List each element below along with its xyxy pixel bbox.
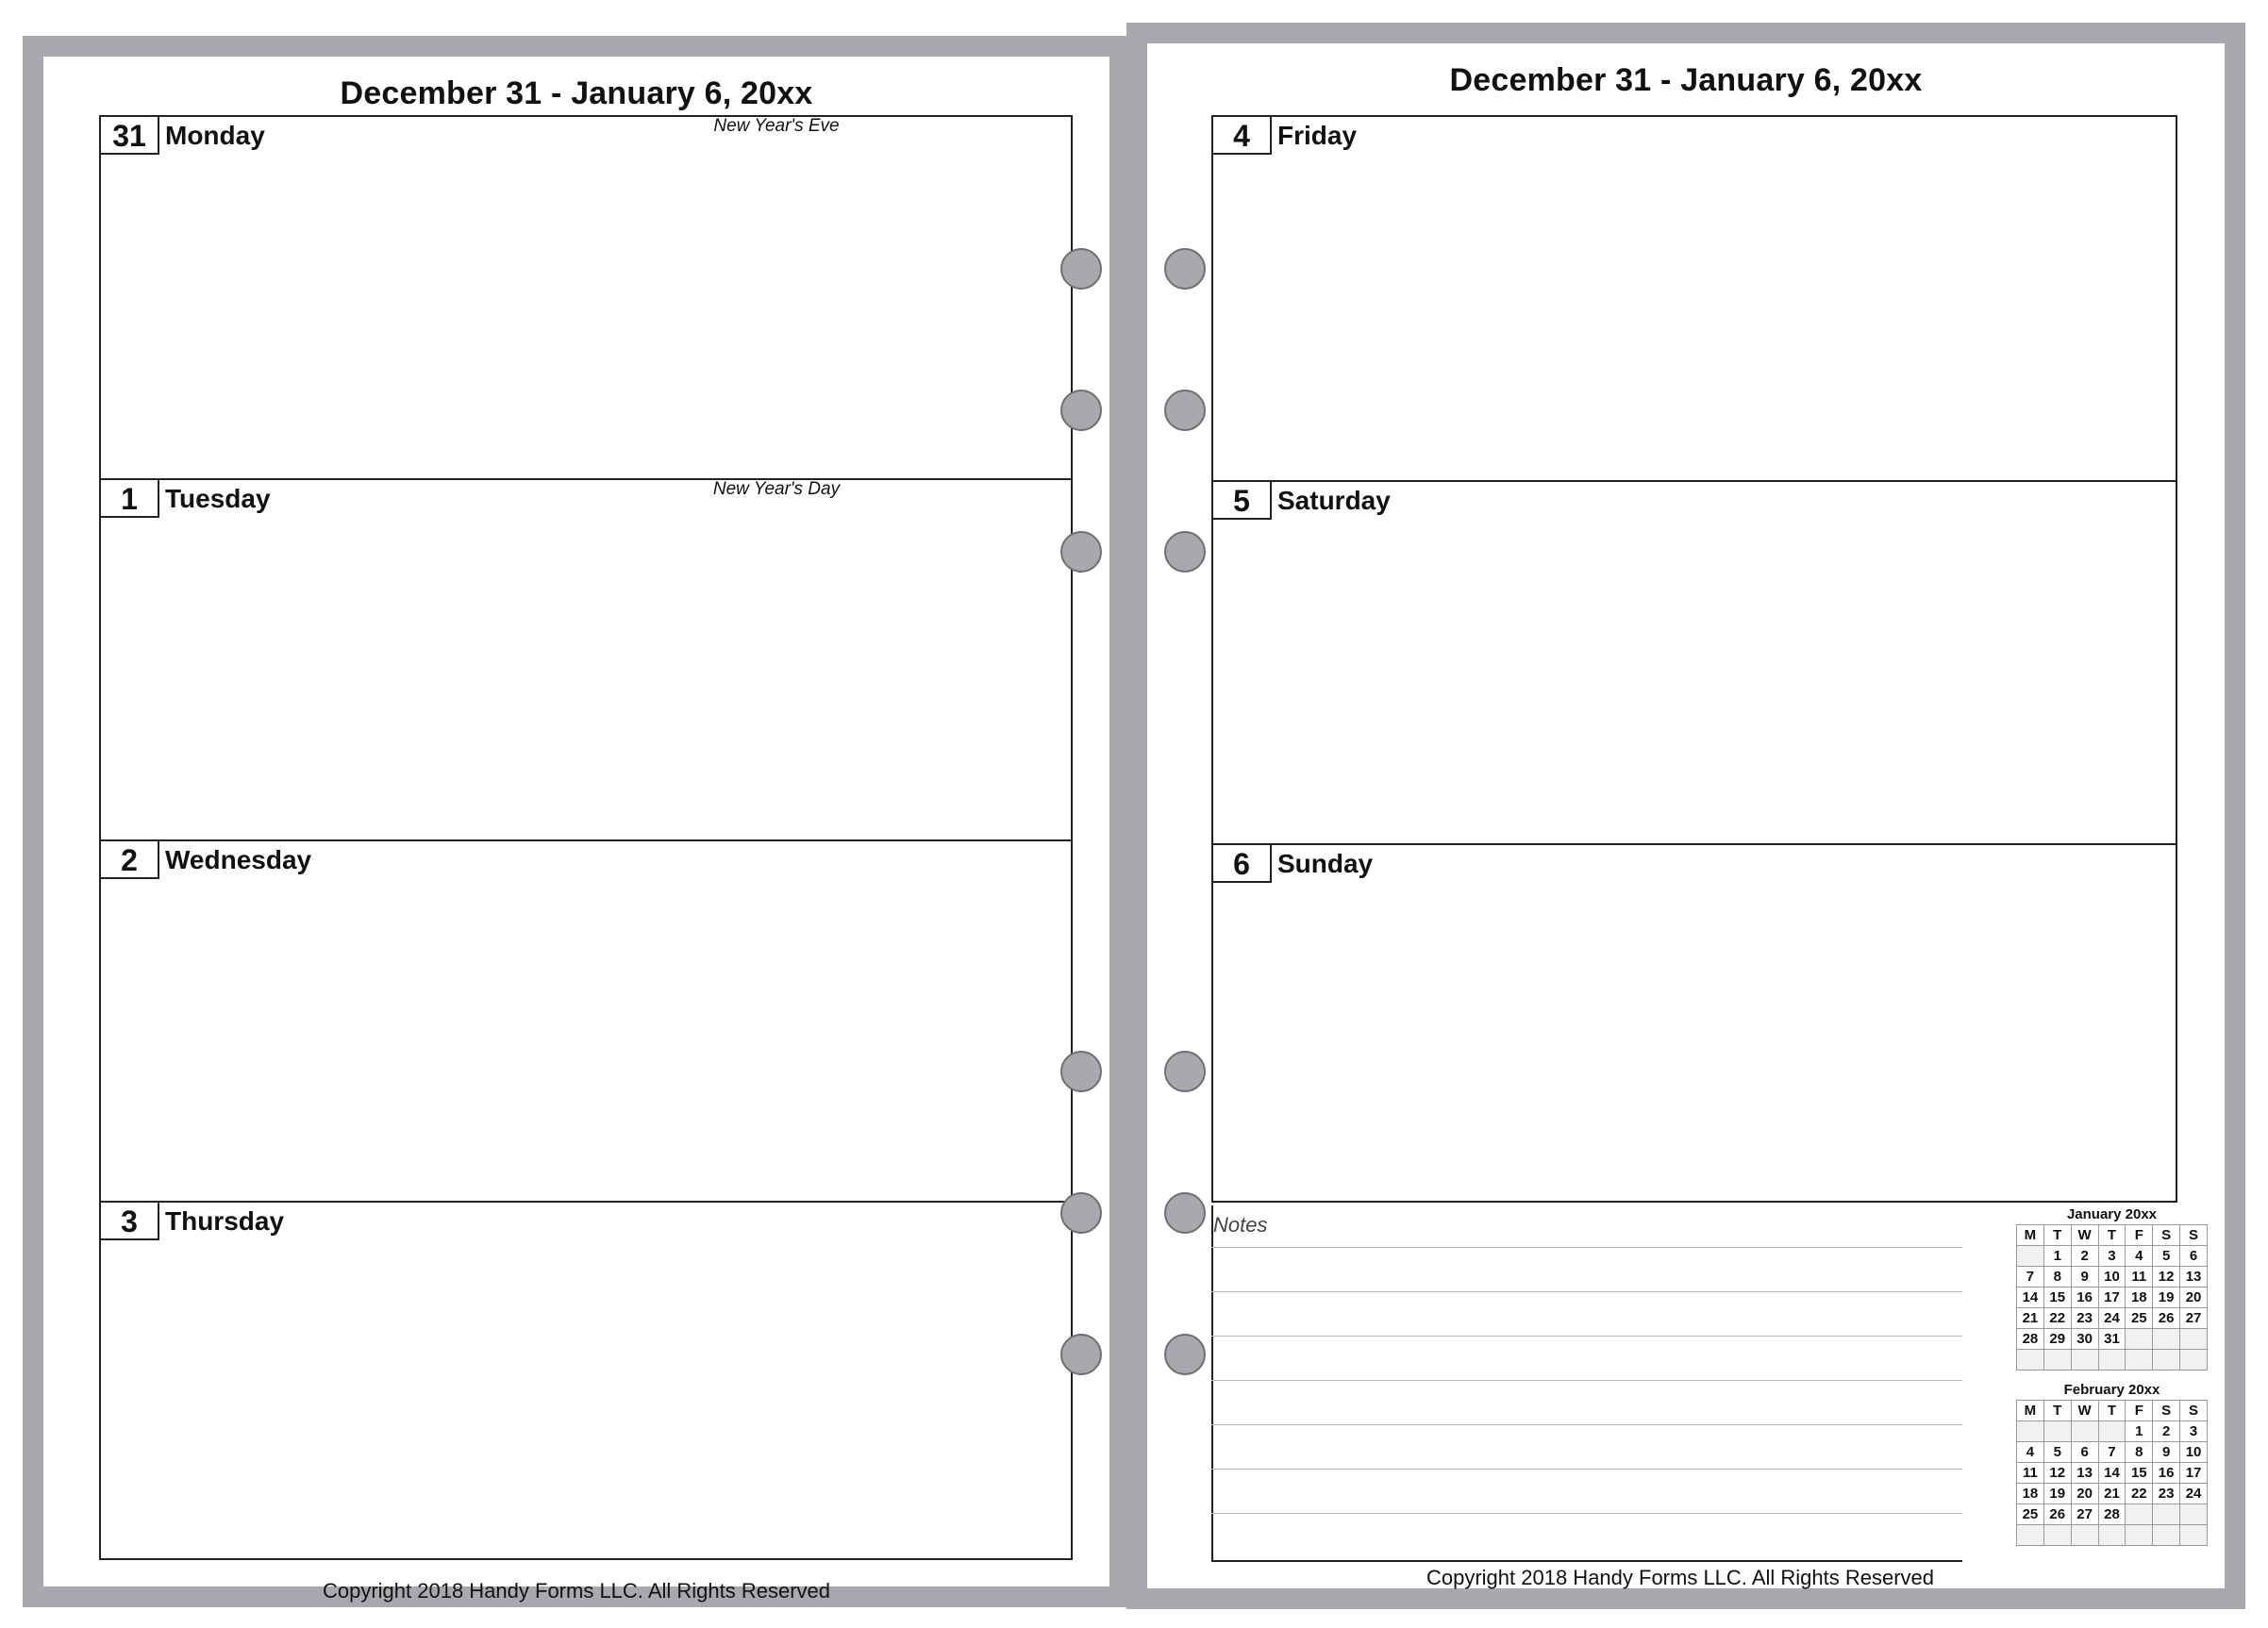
day-name: Monday (165, 121, 265, 150)
date-cell: 28 (2017, 1329, 2044, 1350)
weekday-header: W (2071, 1225, 2098, 1246)
date-cell: 30 (2071, 1329, 2098, 1350)
date-cell: 13 (2180, 1267, 2208, 1287)
day-number: 2 (101, 841, 159, 879)
date-cell: 9 (2153, 1442, 2180, 1463)
right-page (1126, 23, 2245, 1609)
binder-hole (1164, 531, 1206, 573)
mini-calendar-january (2016, 1205, 2208, 1371)
date-cell: 22 (2126, 1484, 2153, 1504)
binder-hole (1164, 390, 1206, 431)
date-cell: 16 (2071, 1287, 2098, 1308)
empty-date-cell (2017, 1421, 2044, 1442)
date-cell: 14 (2098, 1463, 2126, 1484)
left-day-grid (99, 115, 1073, 1560)
date-cell: 24 (2098, 1308, 2126, 1329)
empty-date-cell (2180, 1350, 2208, 1371)
binder-hole (1164, 248, 1206, 290)
date-cell: 26 (2043, 1504, 2071, 1525)
weekday-header: F (2126, 1401, 2153, 1421)
empty-date-cell (2153, 1504, 2180, 1525)
date-cell: 25 (2017, 1504, 2044, 1525)
date-cell: 8 (2126, 1442, 2153, 1463)
day-name: Sunday (1277, 849, 1374, 878)
day-number: 31 (101, 117, 159, 155)
weekday-header: F (2126, 1225, 2153, 1246)
day-name: Thursday (165, 1206, 285, 1236)
date-cell: 10 (2180, 1442, 2208, 1463)
page-title: December 31 - January 6, 20xx (1449, 62, 1923, 98)
weekday-header: T (2043, 1401, 2071, 1421)
binder-hole (1164, 1192, 1206, 1234)
date-cell: 26 (2153, 1308, 2180, 1329)
empty-date-cell (2098, 1421, 2126, 1442)
notes-line (1211, 1380, 1962, 1381)
notes-line (1211, 1336, 1962, 1337)
date-cell: 19 (2043, 1484, 2071, 1504)
date-cell: 2 (2071, 1246, 2098, 1267)
day-number: 3 (101, 1203, 159, 1240)
date-cell: 18 (2126, 1287, 2153, 1308)
binder-hole (1060, 248, 1102, 290)
notes-label: Notes (1213, 1213, 1268, 1237)
weekday-header: T (2043, 1225, 2071, 1246)
binder-hole (1164, 1051, 1206, 1092)
mini-calendar-title: January 20xx (2066, 1206, 2158, 1222)
mini-calendar-february (2016, 1381, 2208, 1546)
notes-line (1211, 1469, 1962, 1470)
notes-line (1211, 1247, 1962, 1248)
date-cell: 9 (2071, 1267, 2098, 1287)
notes-line (1211, 1513, 1962, 1514)
weekday-header: T (2098, 1401, 2126, 1421)
day-block-thursday[interactable] (101, 1201, 1071, 1558)
date-cell: 6 (2071, 1442, 2098, 1463)
day-number: 4 (1213, 117, 1272, 155)
binder-hole (1060, 1334, 1102, 1375)
date-cell: 12 (2043, 1463, 2071, 1484)
date-cell: 15 (2126, 1463, 2153, 1484)
day-name: Tuesday (165, 484, 271, 513)
date-cell: 28 (2098, 1504, 2126, 1525)
day-block-sunday[interactable] (1213, 843, 2176, 1201)
date-cell: 23 (2071, 1308, 2098, 1329)
date-cell: 10 (2098, 1267, 2126, 1287)
date-cell: 25 (2126, 1308, 2153, 1329)
date-cell: 21 (2098, 1484, 2126, 1504)
notes-line (1211, 1291, 1962, 1292)
day-name: Friday (1277, 121, 1358, 150)
copyright-notice: Copyright 2018 Handy Forms LLC. All Rights Reserved (322, 1579, 831, 1603)
empty-date-cell (2043, 1350, 2071, 1371)
date-cell: 27 (2180, 1308, 2208, 1329)
date-cell: 6 (2180, 1246, 2208, 1267)
day-number: 6 (1213, 845, 1272, 883)
date-cell: 5 (2153, 1246, 2180, 1267)
date-cell: 3 (2180, 1421, 2208, 1442)
date-cell: 15 (2043, 1287, 2071, 1308)
day-block-friday[interactable] (1213, 117, 2176, 480)
page-title: December 31 - January 6, 20xx (340, 75, 813, 111)
day-name: Saturday (1277, 486, 1391, 515)
date-cell: 7 (2017, 1267, 2044, 1287)
empty-date-cell (2017, 1525, 2044, 1546)
weekday-header: S (2153, 1401, 2180, 1421)
empty-date-cell (2017, 1350, 2044, 1371)
empty-date-cell (2180, 1329, 2208, 1350)
date-cell: 22 (2043, 1308, 2071, 1329)
date-cell: 17 (2180, 1463, 2208, 1484)
weekday-header: T (2098, 1225, 2126, 1246)
binder-hole (1060, 390, 1102, 431)
date-cell: 18 (2017, 1484, 2044, 1504)
day-block-monday[interactable] (101, 117, 1071, 478)
date-cell: 4 (2017, 1442, 2044, 1463)
date-cell: 12 (2153, 1267, 2180, 1287)
date-cell: 20 (2180, 1287, 2208, 1308)
empty-date-cell (2126, 1504, 2153, 1525)
date-cell: 27 (2071, 1504, 2098, 1525)
notes-line (1211, 1424, 1962, 1425)
empty-date-cell (2180, 1504, 2208, 1525)
empty-date-cell (2126, 1329, 2153, 1350)
day-number: 5 (1213, 482, 1272, 520)
empty-date-cell (2153, 1350, 2180, 1371)
notes-area[interactable] (1211, 1205, 1962, 1562)
date-cell: 29 (2043, 1329, 2071, 1350)
weekday-header: M (2017, 1401, 2044, 1421)
day-name: Wednesday (165, 845, 312, 874)
date-cell: 4 (2126, 1246, 2153, 1267)
day-block-wednesday[interactable] (101, 839, 1071, 1201)
mini-calendar-title: February 20xx (2063, 1382, 2160, 1398)
empty-date-cell (2153, 1329, 2180, 1350)
date-cell: 17 (2098, 1287, 2126, 1308)
binder-hole (1060, 1051, 1102, 1092)
copyright-notice: Copyright 2018 Handy Forms LLC. All Rights Reserved (1426, 1566, 1935, 1589)
empty-date-cell (2017, 1246, 2044, 1267)
holiday-label: New Year's Day (712, 479, 841, 499)
date-cell: 2 (2153, 1421, 2180, 1442)
binder-hole (1060, 1192, 1102, 1234)
date-cell: 16 (2153, 1463, 2180, 1484)
holiday-label: New Year's Eve (713, 116, 840, 136)
right-day-grid (1211, 115, 2177, 1203)
date-cell: 11 (2017, 1463, 2044, 1484)
empty-date-cell (2153, 1525, 2180, 1546)
date-cell: 24 (2180, 1484, 2208, 1504)
date-cell: 8 (2043, 1267, 2071, 1287)
empty-date-cell (2071, 1421, 2098, 1442)
weekday-header: S (2180, 1401, 2208, 1421)
date-cell: 23 (2153, 1484, 2180, 1504)
binder-hole (1060, 531, 1102, 573)
day-block-tuesday[interactable] (101, 478, 1071, 839)
date-cell: 13 (2071, 1463, 2098, 1484)
empty-date-cell (2098, 1350, 2126, 1371)
date-cell: 20 (2071, 1484, 2098, 1504)
date-cell: 21 (2017, 1308, 2044, 1329)
left-page (23, 36, 1130, 1607)
empty-date-cell (2071, 1350, 2098, 1371)
day-block-saturday[interactable] (1213, 480, 2176, 843)
weekday-header: S (2153, 1225, 2180, 1246)
date-cell: 11 (2126, 1267, 2153, 1287)
date-cell: 1 (2043, 1246, 2071, 1267)
date-cell: 3 (2098, 1246, 2126, 1267)
date-cell: 1 (2126, 1421, 2153, 1442)
binder-hole (1164, 1334, 1206, 1375)
day-number: 1 (101, 480, 159, 518)
mini-calendar-grid (2016, 1224, 2208, 1371)
empty-date-cell (2126, 1525, 2153, 1546)
empty-date-cell (2098, 1525, 2126, 1546)
weekday-header: M (2017, 1225, 2044, 1246)
empty-date-cell (2180, 1525, 2208, 1546)
date-cell: 19 (2153, 1287, 2180, 1308)
date-cell: 5 (2043, 1442, 2071, 1463)
weekday-header: W (2071, 1401, 2098, 1421)
empty-date-cell (2043, 1525, 2071, 1546)
date-cell: 7 (2098, 1442, 2126, 1463)
mini-calendar-grid (2016, 1400, 2208, 1546)
weekday-header: S (2180, 1225, 2208, 1246)
date-cell: 31 (2098, 1329, 2126, 1350)
empty-date-cell (2126, 1350, 2153, 1371)
date-cell: 14 (2017, 1287, 2044, 1308)
empty-date-cell (2071, 1525, 2098, 1546)
empty-date-cell (2043, 1421, 2071, 1442)
